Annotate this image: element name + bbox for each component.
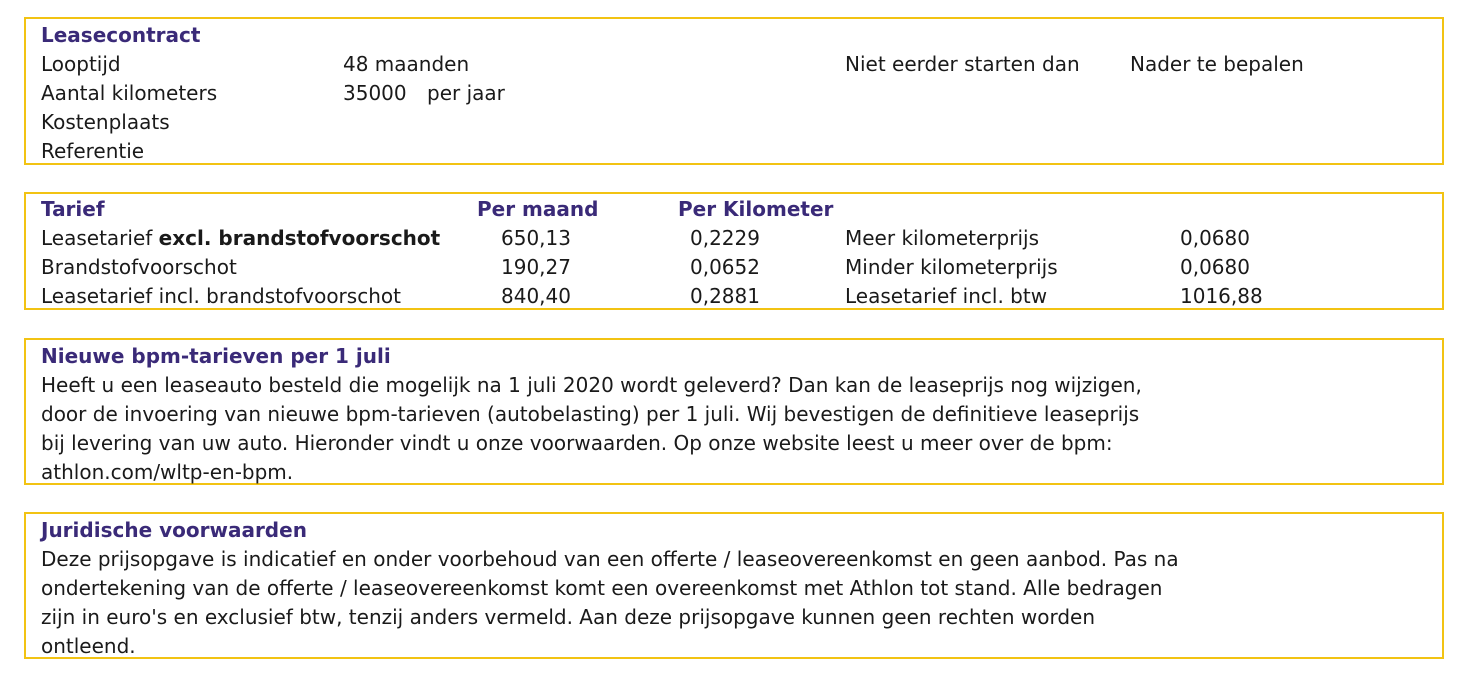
row3-per-km: 0,2881 <box>690 284 760 308</box>
start-label: Niet eerder starten dan <box>845 52 1080 76</box>
row3-per-maand: 840,40 <box>501 284 571 308</box>
bpm-line-2: door de invoering van nieuwe bpm-tarieven (autobelasting) per 1 juli. Wij bevestigen de definitieve leaseprijs <box>41 402 1140 426</box>
minder-km-value: 0,0680 <box>1180 255 1250 279</box>
row1-per-maand: 650,13 <box>501 226 571 250</box>
meer-km-value: 0,0680 <box>1180 226 1250 250</box>
row2-label: Brandstofvoorschot <box>41 255 237 279</box>
juridisch-line-2: ondertekening van de offerte / leaseovereenkomst komt een overeenkomst met Athlon tot stand. Alle bedragen <box>41 576 1163 600</box>
start-value: Nader te bepalen <box>1130 52 1304 76</box>
section-title-leasecontract: Leasecontract <box>41 23 201 47</box>
column-header-per-kilometer: Per Kilometer <box>678 197 834 221</box>
row1-label-prefix: Leasetarief <box>41 226 153 250</box>
kostenplaats-label: Kostenplaats <box>41 110 170 134</box>
juridisch-section <box>24 512 1444 659</box>
column-header-per-maand: Per maand <box>477 197 599 221</box>
meer-km-label: Meer kilometerprijs <box>845 226 1039 250</box>
looptijd-label: Looptijd <box>41 52 121 76</box>
juridisch-line-3: zijn in euro's en exclusief btw, tenzij anders vermeld. Aan deze prijsopgave kunnen geen rechten worden <box>41 605 1096 629</box>
juridisch-line-4: ontleend. <box>41 634 136 658</box>
bpm-line-4: athlon.com/wltp-en-bpm. <box>41 460 294 484</box>
juridisch-line-1: Deze prijsopgave is indicatief en onder voorbehoud van een offerte / leaseovereenkomst en geen aanbod. Pas na <box>41 547 1179 571</box>
row2-per-maand: 190,27 <box>501 255 571 279</box>
bpm-line-1: Heeft u een leaseauto besteld die mogelijk na 1 juli 2020 wordt geleverd? Dan kan de leaseprijs nog wijzigen, <box>41 373 1142 397</box>
row1-label <box>41 224 440 253</box>
row1-per-km: 0,2229 <box>690 226 760 250</box>
section-title-tarief: Tarief <box>41 197 105 221</box>
section-title-bpm: Nieuwe bpm-tarieven per 1 juli <box>41 344 391 368</box>
minder-km-label: Minder kilometerprijs <box>845 255 1058 279</box>
row3-label: Leasetarief incl. brandstofvoorschot <box>41 284 401 308</box>
btw-label: Leasetarief incl. btw <box>845 284 1048 308</box>
juridisch-paragraph <box>41 545 1331 661</box>
btw-value: 1016,88 <box>1180 284 1263 308</box>
km-unit: per jaar <box>427 81 505 105</box>
referentie-label: Referentie <box>41 139 145 163</box>
looptijd-value: 48 maanden <box>343 52 470 76</box>
km-label: Aantal kilometers <box>41 81 218 105</box>
row1-label-bold: excl. brandstofvoorschot <box>158 226 441 250</box>
bpm-line-3: bij levering van uw auto. Hieronder vindt u onze voorwaarden. Op onze website leest u meer over de bpm: <box>41 431 1113 455</box>
bpm-section <box>24 338 1444 485</box>
leasecontract-section <box>24 17 1444 165</box>
bpm-paragraph <box>41 371 1331 487</box>
section-title-juridisch: Juridische voorwaarden <box>41 518 307 542</box>
tarief-section <box>24 192 1444 310</box>
row2-per-km: 0,0652 <box>690 255 760 279</box>
km-value: 35000 <box>343 81 407 105</box>
